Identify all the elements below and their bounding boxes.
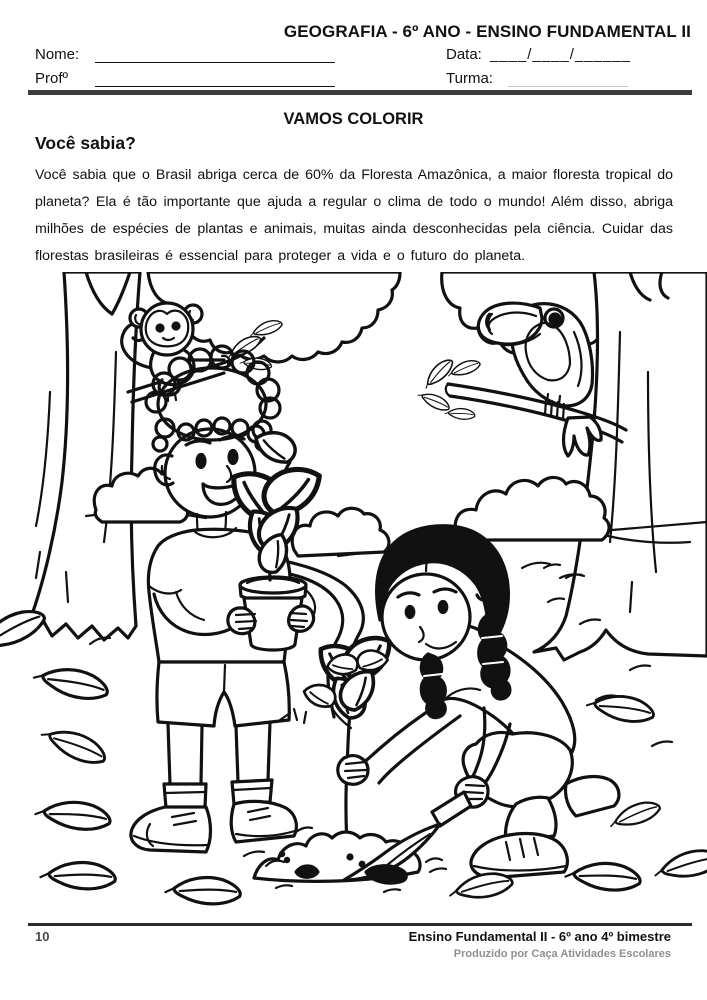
class-label: Turma: bbox=[446, 70, 493, 87]
page-title: GEOGRAFIA - 6º ANO - ENSINO FUNDAMENTAL II bbox=[283, 22, 691, 41]
boy-holding-potted-plant bbox=[131, 346, 320, 852]
date-field bbox=[446, 46, 631, 63]
footer-credit: Produzido por Caça Atividades Escolares bbox=[453, 948, 671, 960]
teacher-field bbox=[35, 70, 335, 87]
footer-rule bbox=[28, 923, 692, 926]
coloring-illustration bbox=[0, 272, 707, 921]
teacher-label: Profº bbox=[35, 70, 68, 87]
activity-title: VAMOS COLORIR bbox=[283, 110, 424, 128]
class-line bbox=[508, 71, 628, 87]
intro-paragraph: Você sabia que o Brasil abriga cerca de 60% da Floresta Amazônica, a maior floresta tropical do planeta? Ela é tão importante que ajuda a regular o clima de todo o mundo! Além disso, abriga milhões de espécies de plantas e animais, muitas ainda desconhecidas pela ciência. Cuidar das florestas brasileiras é essencial para proteger a vida e o futuro do planeta. bbox=[35, 167, 673, 264]
header-rule bbox=[28, 90, 692, 95]
section-heading: Você sabia? bbox=[35, 133, 136, 153]
page-number: 10 bbox=[35, 929, 50, 944]
teacher-line bbox=[95, 71, 335, 87]
name-field bbox=[35, 46, 335, 63]
toucan bbox=[478, 303, 601, 456]
class-field bbox=[446, 70, 628, 87]
name-label: Nome: bbox=[35, 46, 80, 63]
name-line bbox=[95, 47, 335, 63]
footer-edition: Ensino Fundamental II - 6º ano 4º bimestre bbox=[408, 929, 671, 944]
date-line: ____/____/______ bbox=[489, 46, 631, 63]
date-label: Data: bbox=[446, 46, 482, 63]
